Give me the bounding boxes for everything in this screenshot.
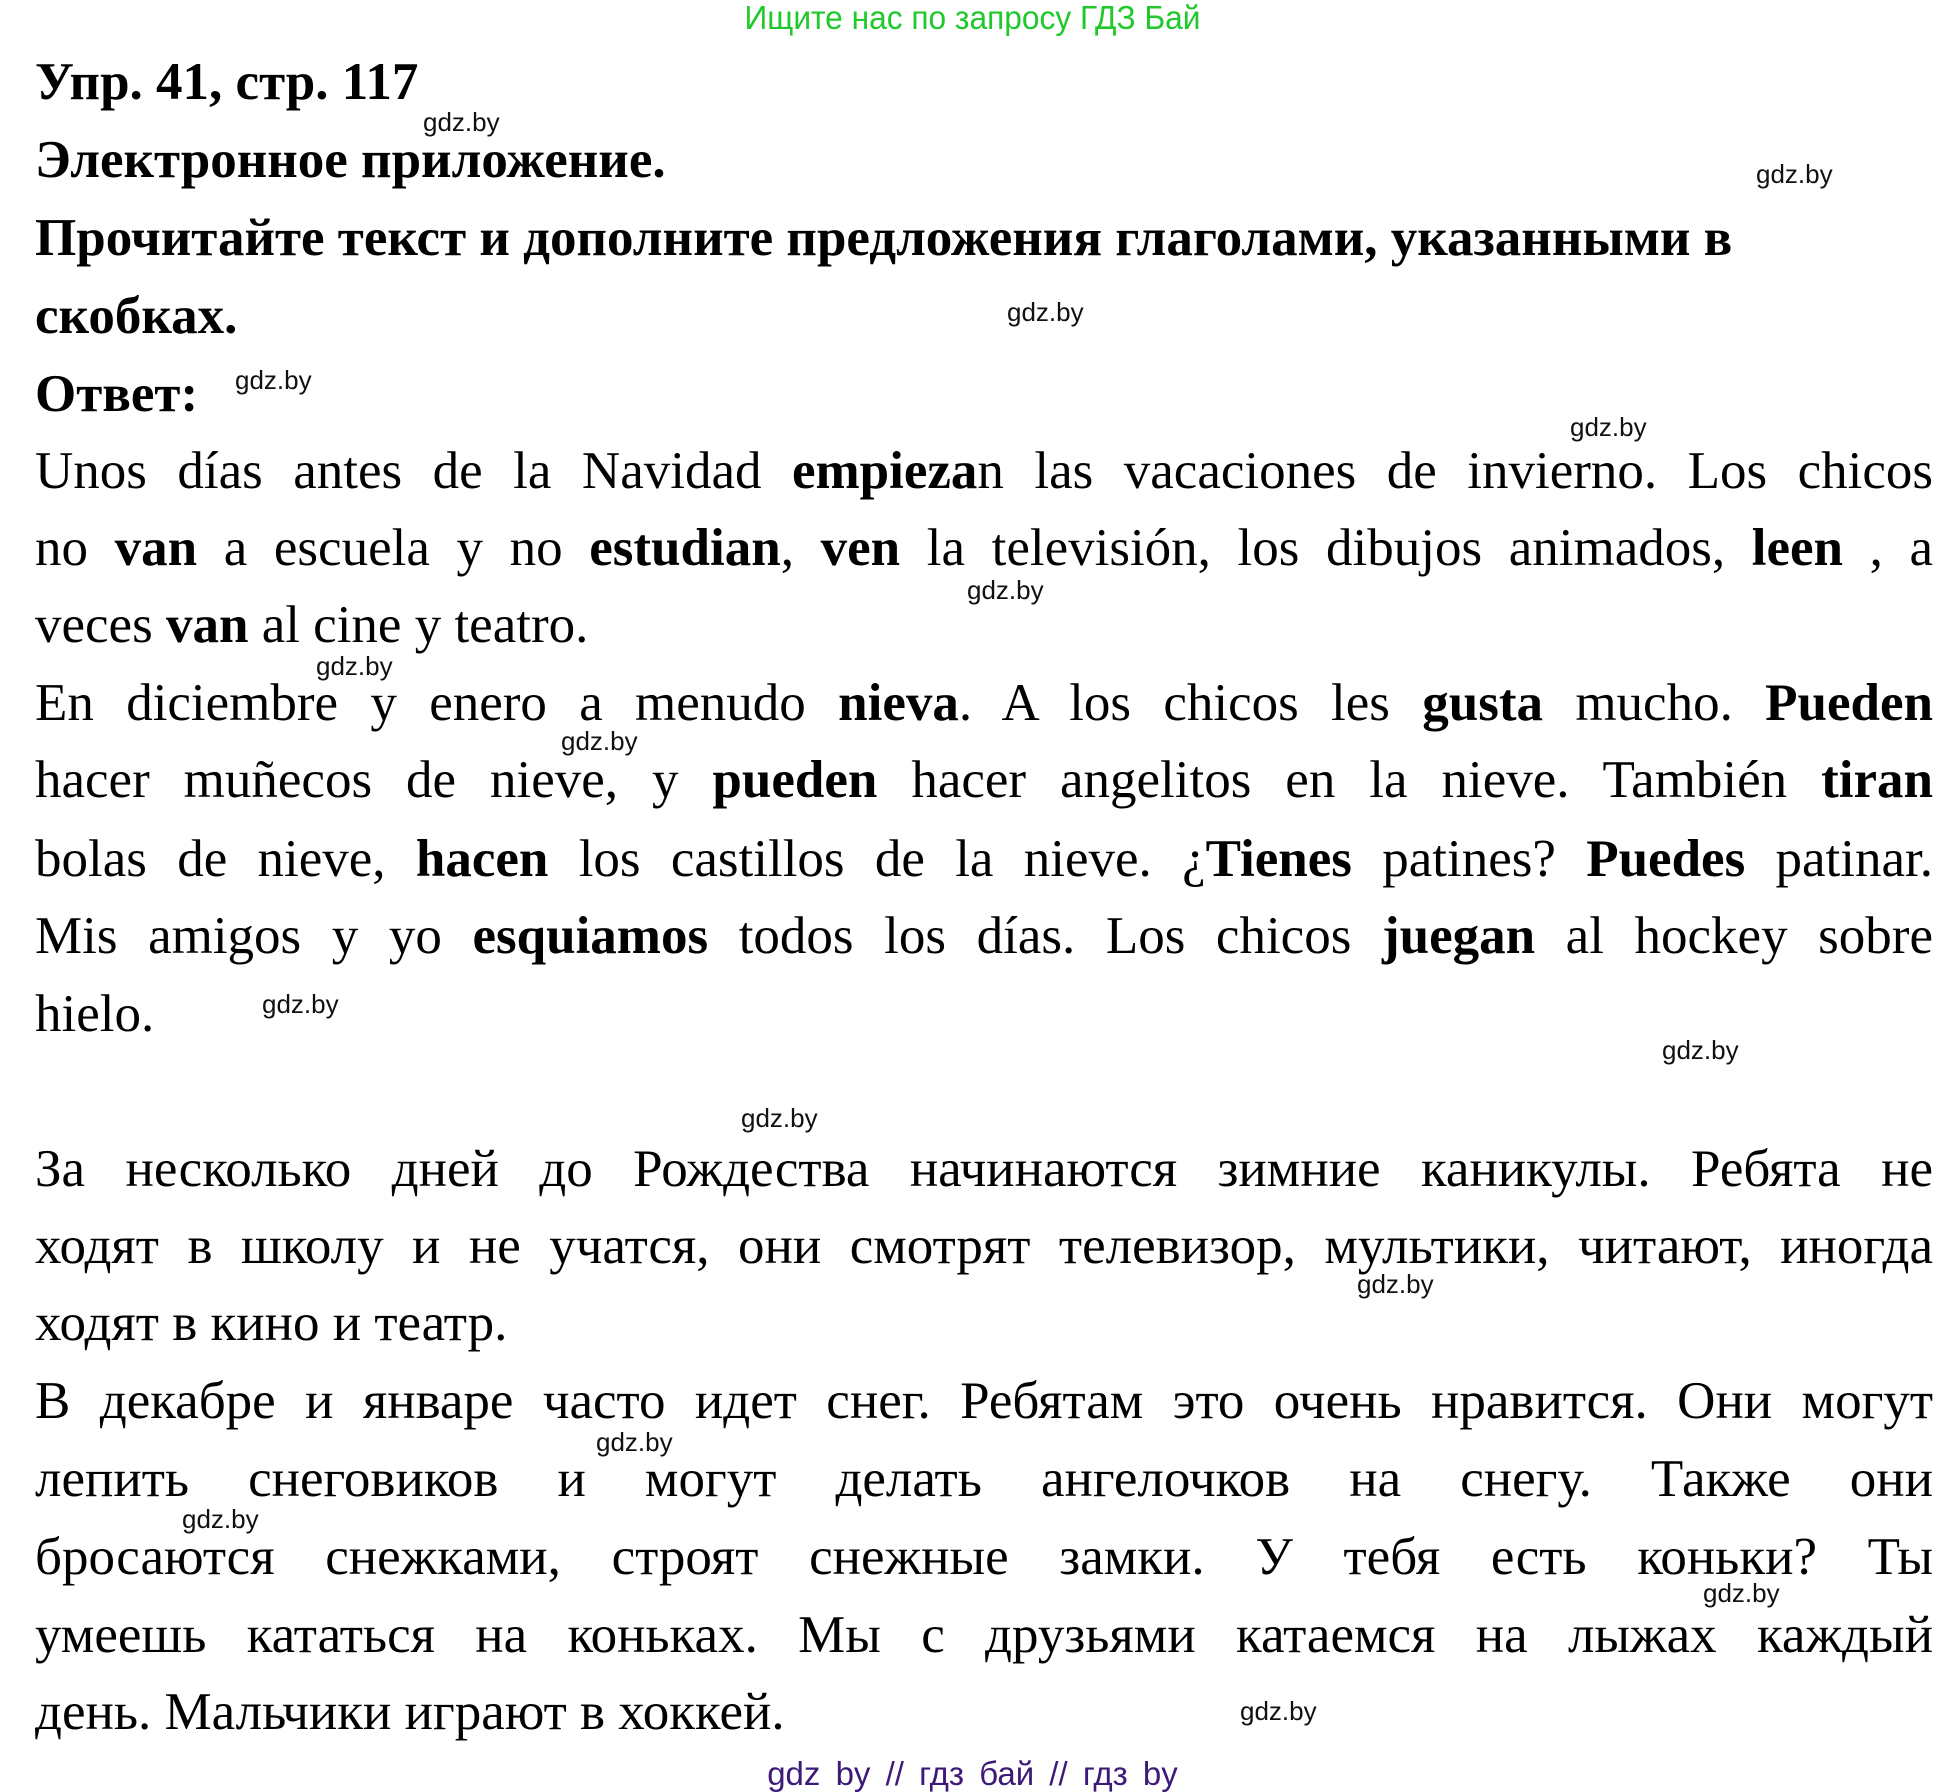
watermark: gdz.by [561, 726, 638, 756]
verb-answer: tiran [1821, 751, 1933, 809]
text-segment: . A los chicos les [958, 674, 1423, 732]
text-segment: Unos días antes de la Navidad [35, 442, 792, 500]
verb-answer: hacen [415, 830, 549, 888]
footer-links: gdz by // гдз бай // гдз by [767, 1755, 1178, 1792]
spanish-line [35, 673, 1933, 733]
russian-line: ходят в кино и театр. [35, 1294, 508, 1352]
verb-answer: empieza [791, 442, 978, 500]
verb-answer: Puedes [1586, 830, 1746, 888]
verb-answer: van [165, 596, 249, 654]
task-line-2: скобках. [35, 287, 238, 345]
verb-answer: Pueden [1765, 674, 1933, 732]
text-segment: hacer angelitos en la nieve. También [877, 751, 1822, 809]
watermark: gdz.by [235, 365, 312, 395]
russian-line: бросаются снежками, строят снежные замки. У тебя есть коньки? Ты [35, 1528, 1933, 1586]
watermark: gdz.by [1240, 1696, 1317, 1726]
task-line-1: Прочитайте текст и дополните предложения глаголами, указанными в [35, 209, 1733, 267]
spanish-line [35, 441, 1933, 501]
text-segment: no [35, 519, 115, 577]
russian-line: лепить снеговиков и могут делать ангелочков на снегу. Также они [35, 1450, 1933, 1508]
text-segment: En diciembre y enero a menudo [35, 674, 839, 732]
exercise-title: Упр. 41, стр. 117 [35, 53, 419, 111]
verb-answer: ven [820, 519, 901, 577]
russian-line: В декабре и январе часто идет снег. Ребятам это очень нравится. Они могут [35, 1372, 1933, 1430]
verb-answer: van [114, 519, 198, 577]
text-segment: , a [1843, 519, 1934, 577]
text-segment: bolas de nieve, [35, 830, 416, 888]
verb-answer: leen [1751, 519, 1843, 577]
text-segment: la televisión, los dibujos animados, [900, 519, 1752, 577]
russian-line: ходят в школу и не учатся, они смотрят телевизор, мультики, читают, иногда [35, 1217, 1933, 1275]
text-segment: n las vacaciones de invierno. Los chicos [977, 442, 1934, 500]
spanish-line [35, 518, 1933, 578]
answer-label: Ответ: [35, 365, 199, 423]
subtitle: Электронное приложение. [35, 131, 666, 189]
verb-answer: juegan [1381, 907, 1536, 965]
text-segment: los castillos de la nieve. ¿ [548, 830, 1206, 888]
watermark: gdz.by [741, 1103, 818, 1133]
spanish-line [35, 984, 154, 1044]
verb-answer: estudian [589, 519, 781, 577]
text-segment: , [780, 519, 821, 577]
watermark: gdz.by [1703, 1578, 1780, 1608]
text-segment: mucho. [1543, 674, 1766, 732]
verb-answer: nieva [838, 674, 959, 732]
text-segment: al cine y teatro. [248, 596, 589, 654]
text-segment: veces [35, 596, 166, 654]
spanish-line [35, 906, 1933, 966]
text-segment: patines? [1351, 830, 1587, 888]
text-segment: todos los días. Los chicos [708, 907, 1382, 965]
watermark: gdz.by [1662, 1035, 1739, 1065]
russian-line: За несколько дней до Рождества начинаются зимние каникулы. Ребята не [35, 1140, 1933, 1198]
spanish-line [35, 595, 588, 655]
russian-line: умеешь кататься на коньках. Мы с друзьями катаемся на лыжах каждый [35, 1606, 1933, 1664]
watermark: gdz.by [316, 651, 393, 681]
text-segment: patinar. [1745, 830, 1933, 888]
watermark: gdz.by [967, 575, 1044, 605]
watermark: gdz.by [423, 107, 500, 137]
verb-answer: gusta [1422, 674, 1543, 732]
watermark: gdz.by [262, 989, 339, 1019]
watermark: gdz.by [182, 1504, 259, 1534]
text-segment: hielo. [35, 985, 155, 1043]
text-segment: hacer muñecos de nieve, y [35, 751, 713, 809]
watermark: gdz.by [1357, 1269, 1434, 1299]
watermark: gdz.by [1570, 412, 1647, 442]
spanish-line [35, 750, 1933, 810]
spanish-line [35, 829, 1933, 889]
text-segment: a escuela y no [197, 519, 590, 577]
text-segment: al hockey sobre [1535, 907, 1933, 965]
watermark: gdz.by [596, 1427, 673, 1457]
verb-answer: esquiamos [472, 907, 709, 965]
verb-answer: pueden [712, 751, 878, 809]
russian-line: день. Мальчики играют в хоккей. [35, 1683, 785, 1741]
search-banner: Ищите нас по запросу ГДЗ Бай [744, 0, 1201, 36]
verb-answer: Tienes [1205, 830, 1352, 888]
text-segment: Mis amigos y yo [35, 907, 473, 965]
watermark: gdz.by [1007, 297, 1084, 327]
watermark: gdz.by [1756, 159, 1833, 189]
